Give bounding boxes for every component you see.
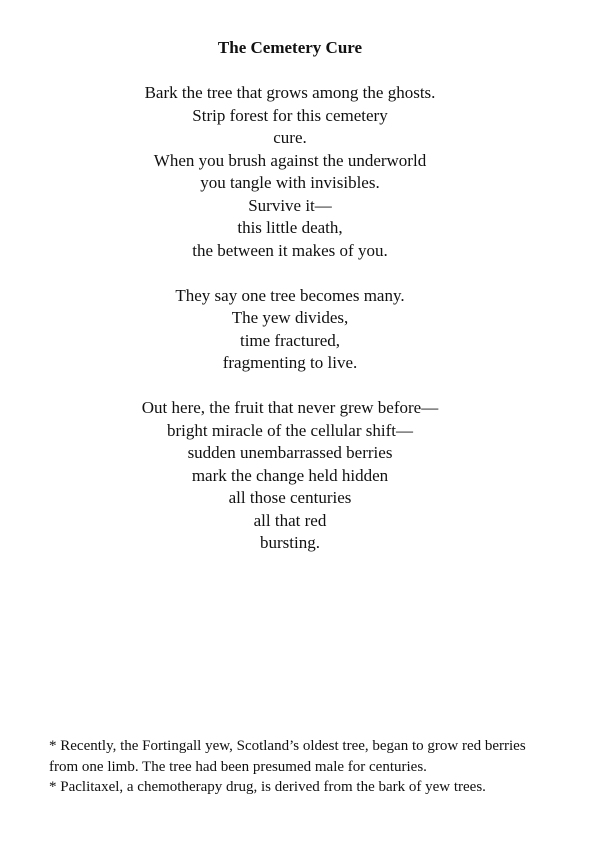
stanza-2: [0, 285, 580, 375]
footnote-fortingall-yew: * Recently, the Fortingall yew, Scotland’s oldest tree, began to grow red berries from one limb. The tree had been presumed male for centuries.: [49, 738, 526, 775]
poem-line: time fractured,: [239, 330, 341, 350]
poem-title: The Cemetery Cure: [217, 38, 363, 57]
footnotes: [49, 736, 539, 798]
poem-line: Bark the tree that grows among the ghosts.: [144, 83, 436, 102]
poem-line: Survive it—: [248, 195, 332, 215]
poem-line: They say one tree becomes many.: [175, 285, 405, 305]
poem-line: fragmenting to live.: [222, 353, 358, 372]
poem-line: this little death,: [237, 218, 343, 237]
poem-line: cure.: [273, 128, 307, 147]
poem-line: all that red: [253, 510, 327, 530]
footnote-paclitaxel: * Paclitaxel, a chemotherapy drug, is derived from the bark of yew trees.: [49, 779, 486, 795]
poem-line: bursting.: [260, 533, 320, 552]
poem-line: you tangle with invisibles.: [200, 173, 380, 192]
stanza-1: [0, 82, 580, 262]
poem-line: the between it makes of you.: [192, 240, 388, 260]
poem-line: sudden unembarrassed berries: [187, 443, 393, 462]
poem-line: Out here, the fruit that never grew before—: [141, 398, 439, 417]
poem-line: The yew divides,: [231, 308, 349, 327]
poem-line: bright miracle of the cellular shift—: [167, 420, 413, 440]
stanza-3: [0, 397, 580, 555]
poem-body: [0, 82, 580, 577]
poem-line: mark the change held hidden: [191, 465, 389, 485]
poem-line: all those centuries: [228, 488, 352, 507]
poem-line: Strip forest for this cemetery: [192, 105, 388, 125]
poem-line: When you brush against the underworld: [153, 150, 427, 170]
